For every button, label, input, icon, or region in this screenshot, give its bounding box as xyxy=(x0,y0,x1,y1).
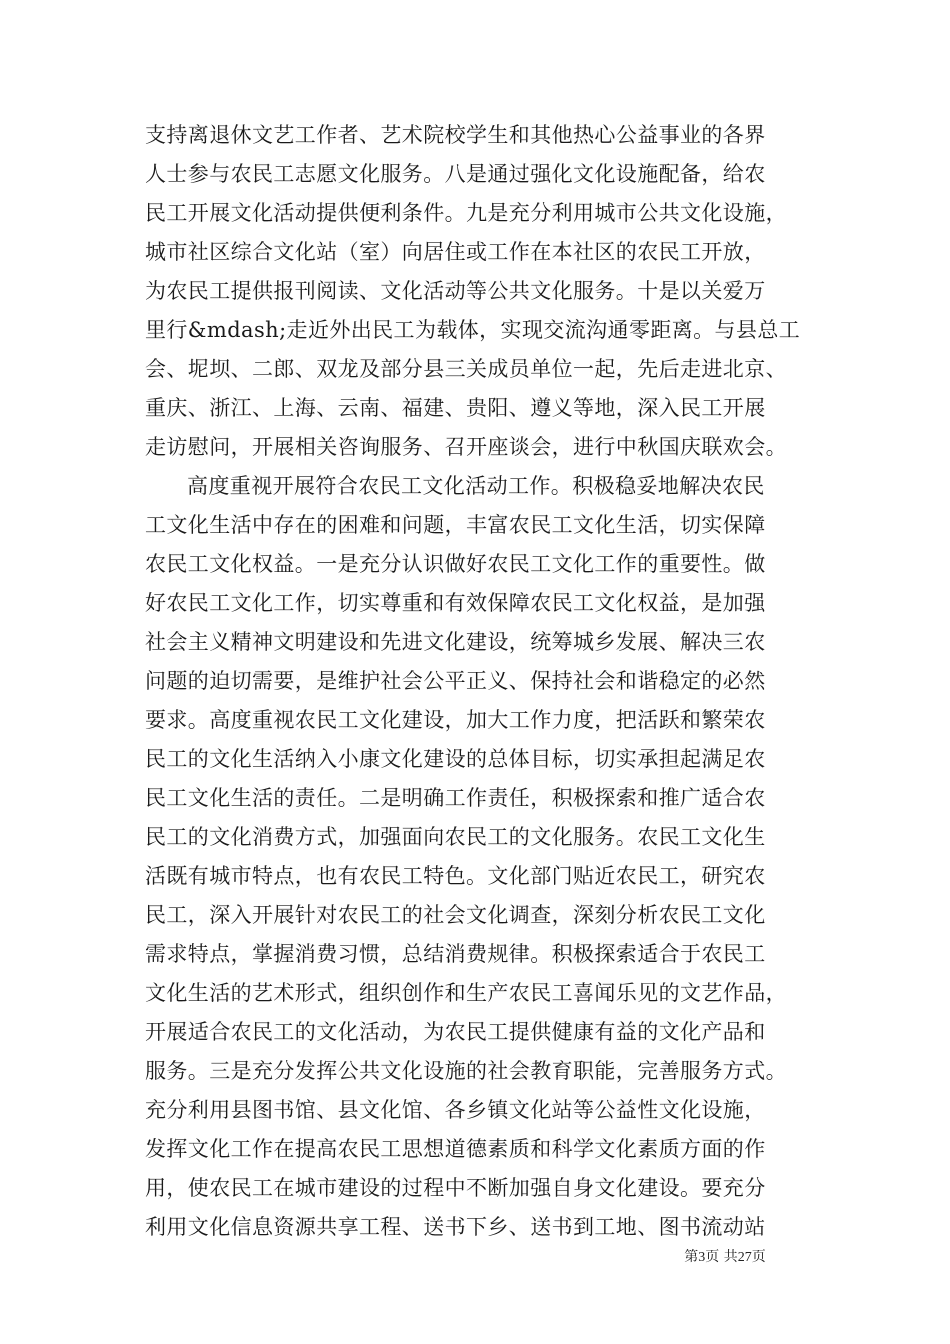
text-line: 充分利用县图书馆、县文化馆、各乡镇文化站等公益性文化设施， xyxy=(145,1098,766,1122)
text-line: 工文化生活中存在的困难和问题，丰富农民工文化生活，切实保障 xyxy=(145,513,766,537)
text-line: 好农民工文化工作，切实尊重和有效保障农民工文化权益，是加强 xyxy=(145,591,766,615)
text-line: 社会主义精神文明建设和先进文化建设，统筹城乡发展、解决三农 xyxy=(145,630,766,654)
text-line: 服务。三是充分发挥公共文化设施的社会教育职能，完善服务方式。 xyxy=(145,1059,787,1083)
text-line: 问题的迫切需要，是维护社会公平正义、保持社会和谐稳定的必然 xyxy=(145,669,766,693)
text-line: 为农民工提供报刊阅读、文化活动等公共文化服务。十是以关爱万 xyxy=(145,279,766,303)
text-line: 开展适合农民工的文化活动，为农民工提供健康有益的文化产品和 xyxy=(145,1020,766,1044)
text-line: 活既有城市特点，也有农民工特色。文化部门贴近农民工，研究农 xyxy=(145,864,766,888)
text-line: 走访慰问，开展相关咨询服务、召开座谈会，进行中秋国庆联欢会。 xyxy=(145,435,787,459)
text-line: 民工文化生活的责任。二是明确工作责任，积极探索和推广适合农 xyxy=(145,786,766,810)
page-footer xyxy=(0,1246,950,1266)
text-line: 支持离退休文艺工作者、艺术院校学生和其他热心公益事业的各界 xyxy=(145,123,766,147)
text-line: 里行&mdash;走近外出民工为载体，实现交流沟通零距离。与县总工 xyxy=(145,318,801,342)
text-line: 需求特点，掌握消费习惯，总结消费规律。积极探索适合于农民工 xyxy=(145,942,766,966)
text-line: 发挥文化工作在提高农民工思想道德素质和科学文化素质方面的作 xyxy=(145,1137,766,1161)
text-line: 重庆、浙江、上海、云南、福建、贵阳、遵义等地，深入民工开展 xyxy=(145,396,766,420)
text-line: 民工开展文化活动提供便利条件。九是充分利用城市公共文化设施， xyxy=(145,201,787,225)
text-line: 文化生活的艺术形式，组织创作和生产农民工喜闻乐见的文艺作品， xyxy=(145,981,787,1005)
footer-middle: 页 共 xyxy=(705,1249,738,1265)
text-line: 农民工文化权益。一是充分认识做好农民工文化工作的重要性。做 xyxy=(145,552,766,576)
text-line: 要求。高度重视农民工文化建设，加大工作力度，把活跃和繁荣农 xyxy=(145,708,766,732)
text-line: 民工的文化消费方式，加强面向农民工的文化服务。农民工文化生 xyxy=(145,825,766,849)
text-line: 城市社区综合文化站（室）向居住或工作在本社区的农民工开放， xyxy=(145,240,766,264)
text-line: 民工，深入开展针对农民工的社会文化调查，深刻分析农民工文化 xyxy=(145,903,766,927)
document-body xyxy=(145,116,820,1247)
text-line: 高度重视开展符合农民工文化活动工作。积极稳妥地解决农民 xyxy=(187,474,765,498)
footer-prefix: 第 xyxy=(684,1249,699,1265)
text-line: 民工的文化生活纳入小康文化建设的总体目标，切实承担起满足农 xyxy=(145,747,766,771)
text-line: 用，使农民工在城市建设的过程中不断加强自身文化建设。要充分 xyxy=(145,1176,766,1200)
footer-suffix: 页 xyxy=(751,1249,766,1265)
total-pages-number: 27 xyxy=(737,1250,752,1265)
text-line: 利用文化信息资源共享工程、送书下乡、送书到工地、图书流动站 xyxy=(145,1215,766,1239)
text-line: 人士参与农民工志愿文化服务。八是通过强化文化设施配备，给农 xyxy=(145,162,766,186)
text-line: 会、坭坝、二郎、双龙及部分县三关成员单位一起，先后走进北京、 xyxy=(145,357,787,381)
current-page-number: 3 xyxy=(698,1250,706,1265)
